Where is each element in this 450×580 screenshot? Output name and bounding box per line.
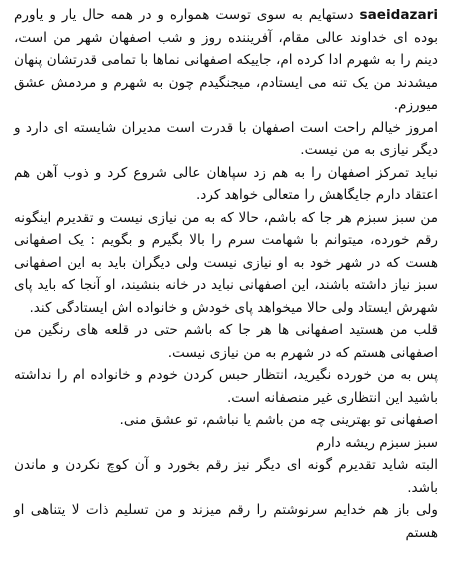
caption-paragraph: پس به من خورده نگیرید، انتظار حبس کردن خودم و خانواده ام را نداشته باشید این انتظاری غیر منصفانه است. — [14, 367, 438, 406]
caption-paragraph: البته شاید تقدیرم گونه ای دیگر نیز رقم بخورد و آن کوچ نکردن و ماندن باشد. — [14, 457, 438, 496]
caption-paragraph: ولی باز هم خدایم سرنوشتم را رقم میزند و من تسلیم ذات لا یتناهی او هستم — [14, 502, 438, 541]
caption-paragraph: اصفهانی تو بهترینی چه من باشم یا نباشم، تو عشق منی. — [119, 412, 438, 428]
username-link[interactable]: saeidazari — [359, 7, 438, 23]
caption-paragraph: من سبز سبزم هر جا که باشم، حالا که به من نیازی نیست و تقدیرم اینگونه رقم خورده، میتوانم با شهامت سرم را بالا بگیرم و بگویم : یک اصفهانی هست که در شهر خود به او نیازی نیست ولی دیگران باید به این اصفهانی سبز نیاز داشته باشند، این اصفهانی نباید در خانه بنشیند، او آنجا که باید پای شهرش ایستاد ولی حالا میخواهد پای خودش و خانواده اش ایستادگی کند. — [14, 209, 438, 316]
caption-paragraph — [14, 4, 438, 117]
caption-paragraph: امروز خیالم راحت است اصفهان با قدرت است مدیران شایسته ای دارد و دیگر نیازی به من نیست. — [14, 119, 438, 158]
caption-paragraph: سبز سبزم ریشه دارم — [316, 434, 438, 451]
caption-paragraph: نباید تمرکز اصفهان را به هم زد سپاهان عالی شروع کرد و ذوب آهن هم اعتقاد دارم جایگاهش را متعالی خواهد کرد. — [14, 164, 438, 203]
caption-paragraph: قلب من هستید اصفهانی ها هر جا که باشم حتی در قلعه های رنگین من اصفهانی هستم که در شهرم به من نیازی نیست. — [14, 322, 438, 361]
caption-text: دستهایم به سوی توست همواره و در همه حال یار و یاورم بوده ای خداوند عالی مقام، آفریننده روز و شب اصفهان شهر من است، دینم را به شهرم ادا کرده ام، جاییکه اصفهانی نماها با تمامی قدرتشان پنهان میشدند من یک تنه می ایستادم، میجنگیدم چون به شهرم و مردمش عشق میورزم. — [14, 7, 438, 113]
